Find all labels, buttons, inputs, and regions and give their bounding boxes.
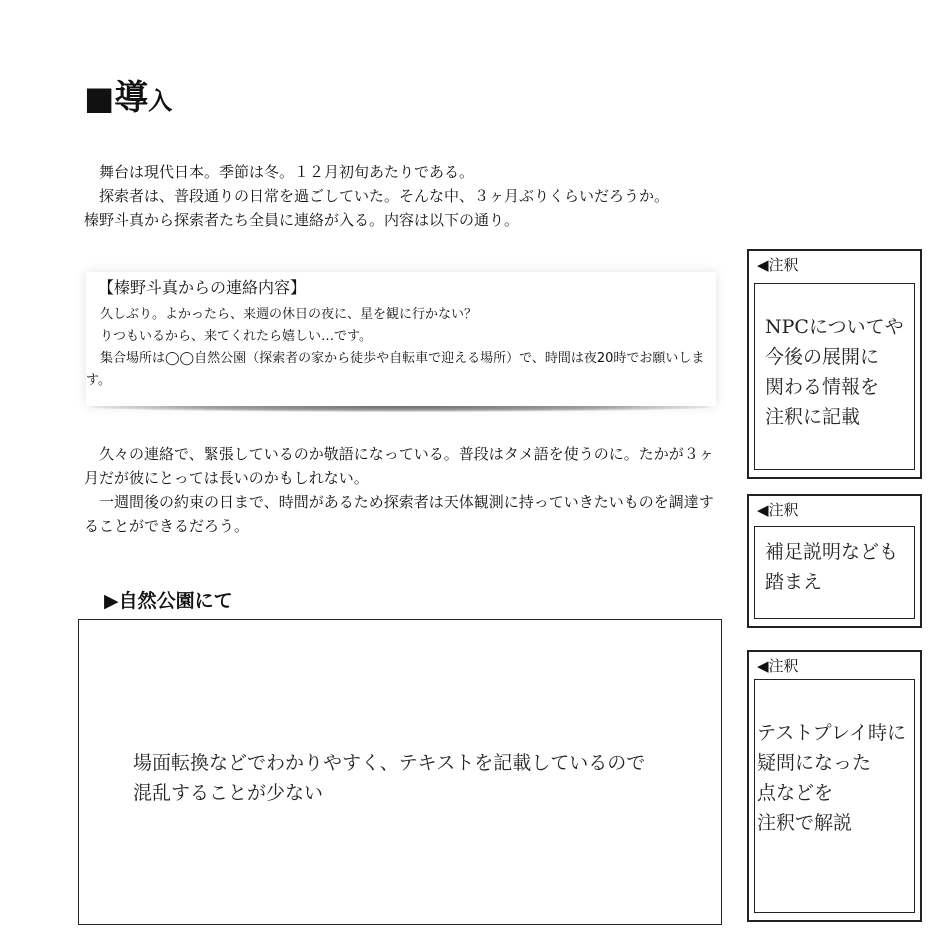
intro-line: 探索者は、普段通りの日常を過ごしていた。そんな中、３ヶ月ぶりくらいだろうか。 [99, 187, 670, 205]
after-paragraph [84, 442, 724, 538]
scene-line: 場面転換などでわかりやすく、テキストを記載しているので [133, 752, 646, 774]
annotation-line: 踏まえ [765, 571, 823, 593]
scene-line: 混乱することが少ない [133, 782, 324, 804]
message-line: 久しぶり。よかったら、来週の休日の夜に、星を観に行かない？ [100, 307, 478, 322]
section-heading [84, 78, 172, 121]
annotation-line: テストプレイ時に [757, 722, 906, 744]
intro-line: 榛野斗真から探索者たち全員に連絡が入る。内容は以下の通り。 [84, 211, 520, 229]
heading-title-tail: 入 [148, 86, 173, 115]
annotation-line: 注釈で解説 [757, 812, 853, 834]
scene-box [78, 619, 722, 925]
annotation-label: ◀注釈 [757, 501, 799, 519]
annotation-text [765, 312, 904, 432]
annotation-line: 注釈に記載 [765, 406, 861, 428]
annotation-box [747, 650, 922, 922]
after-line: 一週間後の約束の日まで、時間があるため探索者は天体観測に持っていきたいものを調達することができるだろう。 [84, 493, 714, 535]
scene-text [133, 748, 645, 808]
scene-heading: ▶自然公園にて [104, 590, 233, 612]
intro-line: 舞台は現代日本。季節は冬。１２月初旬あたりである。 [99, 163, 475, 181]
heading-marker: ■ [84, 79, 115, 117]
annotation-line: 関わる情報を [765, 376, 880, 398]
intro-paragraph [84, 160, 724, 232]
annotation-inner-box [754, 526, 915, 619]
annotation-text [765, 537, 898, 597]
annotation-line: 今後の展開に [765, 346, 880, 368]
annotation-label: ◀注釈 [757, 657, 799, 675]
annotation-text [757, 718, 906, 838]
message-box [86, 272, 716, 406]
paper-curl-shadow [92, 402, 710, 412]
heading-title-main: 導 [114, 78, 149, 118]
message-body [86, 304, 712, 392]
annotation-box [747, 494, 922, 628]
annotation-line: 疑問になった [757, 752, 872, 774]
annotation-inner-box [754, 679, 915, 913]
after-line: 久々の連絡で、緊張しているのか敬語になっている。普段はタメ語を使うのに。たかが３ヶ月だが彼にとっては長いのかもしれない。 [84, 445, 714, 487]
annotation-inner-box [754, 283, 915, 470]
annotation-line: 点などを [757, 782, 834, 804]
annotation-label: ◀注釈 [757, 256, 799, 274]
annotation-line: 補足説明なども [765, 541, 899, 563]
message-title: 【榛野斗真からの連絡内容】 [98, 278, 307, 297]
message-line: 集合場所は◯◯自然公園（探索者の家から徒歩や自転車で迎える場所）で、時間は夜20時でお願いします。 [86, 351, 705, 388]
annotation-box [747, 249, 922, 479]
annotation-line: NPCについてや [765, 316, 904, 338]
message-line: りつもいるから、来てくれたら嬉しい…です。 [100, 329, 372, 344]
